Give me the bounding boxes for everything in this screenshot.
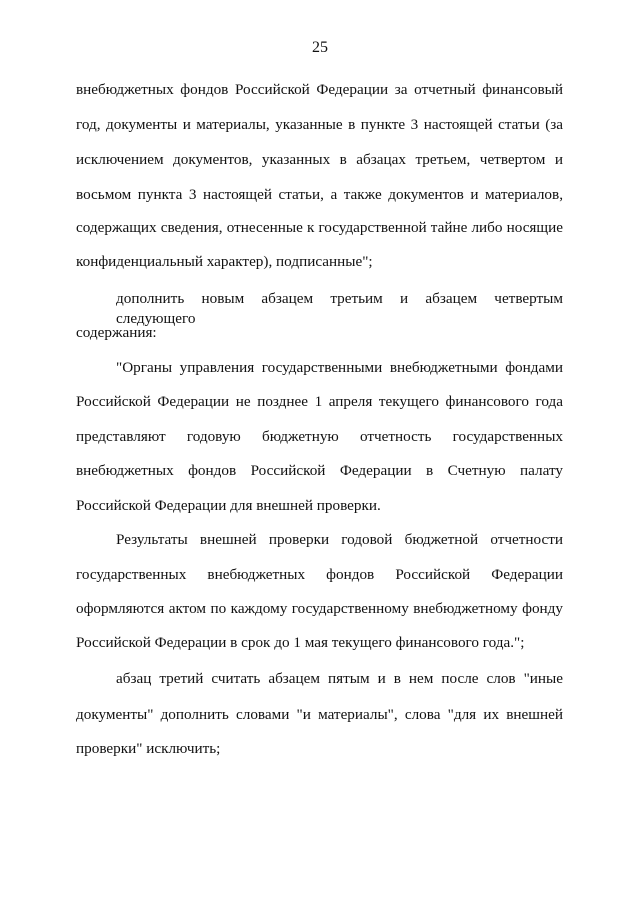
text-line: представляют годовую бюджетную отчетность государственных: [76, 428, 563, 445]
page-number: 25: [312, 39, 328, 56]
text-line: проверки" исключить;: [76, 740, 221, 757]
text-line: Российской Федерации для внешней проверки.: [76, 497, 381, 514]
text-line: государственных внебюджетных фондов Российской Федерации: [76, 566, 563, 583]
text-line: восьмом пункта 3 настоящей статьи, а также документов и материалов,: [76, 186, 563, 203]
text-line: Российской Федерации в срок до 1 мая текущего финансового года.";: [76, 634, 525, 651]
text-line: год, документы и материалы, указанные в пункте 3 настоящей статьи (за: [76, 116, 563, 133]
text-line: внебюджетных фондов Российской Федерации в Счетную палату: [76, 462, 563, 479]
text-line: содержания:: [76, 324, 157, 341]
text-line: Российской Федерации не позднее 1 апреля текущего финансового года: [76, 393, 563, 410]
text-line: "Органы управления государственными внебюджетными фондами: [116, 359, 563, 376]
text-line: Результаты внешней проверки годовой бюджетной отчетности: [116, 531, 563, 548]
text-line: исключением документов, указанных в абзацах третьем, четвертом и: [76, 151, 563, 168]
text-line: содержащих сведения, отнесенные к государственной тайне либо носящие: [76, 219, 563, 236]
text-line: дополнить новым абзацем третьим и абзацем четвертым следующего: [116, 290, 563, 327]
text-line: внебюджетных фондов Российской Федерации за отчетный финансовый: [76, 81, 563, 98]
text-line: абзац третий считать абзацем пятым и в нем после слов "иные: [116, 670, 563, 687]
text-line: документы" дополнить словами "и материалы", слова "для их внешней: [76, 706, 563, 723]
text-line: оформляются актом по каждому государственному внебюджетному фонду: [76, 600, 563, 617]
text-line: конфиденциальный характер), подписанные";: [76, 253, 373, 270]
